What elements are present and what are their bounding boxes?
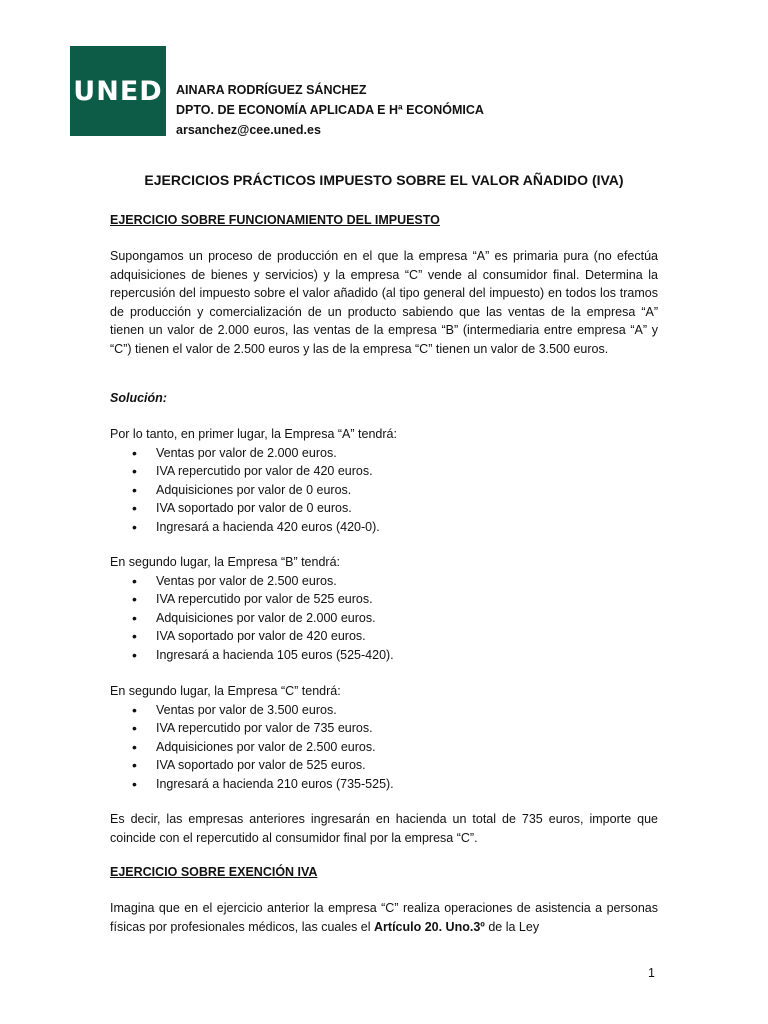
solution-label-block [110,389,658,408]
company-c-intro: En segundo lugar, la Empresa “C” tendrá: [110,684,341,698]
list-item: • IVA soportado por valor de 420 euros. [110,627,658,646]
company-c-list [110,701,658,794]
list-item: • IVA repercutido por valor de 420 euros. [110,462,658,481]
list-item: • IVA repercutido por valor de 735 euros. [110,719,658,738]
exercise2-statement-start: Imagina que en el ejercicio anterior la empresa “C” realiza operaciones de asistencia a personas físicas por profesionales médicos, las cuales el [110,901,658,934]
uned-logo [70,46,166,136]
list-item: • IVA repercutido por valor de 525 euros. [110,590,658,609]
company-a-list [110,444,658,537]
list-item: • Ventas por valor de 2.500 euros. [110,572,658,591]
list-item: • Adquisiciones por valor de 2.000 euros. [110,609,658,628]
list-item: • IVA soportado por valor de 0 euros. [110,499,658,518]
logo-text: UNED [73,75,163,107]
author-department: DPTO. DE ECONOMÍA APLICADA E Hª ECONÓMICA [176,103,484,117]
list-item: • Ingresará a hacienda 105 euros (525-420). [110,646,658,665]
list-item: • Ventas por valor de 3.500 euros. [110,701,658,720]
list-item: • IVA soportado por valor de 525 euros. [110,756,658,775]
exercise2-statement-end: de la Ley [484,919,540,934]
page-number: 1 [648,966,655,980]
exercise1-heading-block [110,211,658,230]
author-name: AINARA RODRÍGUEZ SÁNCHEZ [176,83,367,97]
exercise2-heading-block [110,863,658,882]
solution-label: Solución: [110,391,167,405]
exercise1-conclusion: Es decir, las empresas anteriores ingresarán en hacienda un total de 735 euros, importe que coincide con el repercutido al consumidor final por la empresa “C”. [110,812,658,845]
company-b-section [110,553,658,664]
exercise2-heading: EJERCICIO SOBRE EXENCIÓN IVA [110,865,318,879]
list-item: • Ingresará a hacienda 420 euros (420-0). [110,518,658,537]
list-item: • Adquisiciones por valor de 2.500 euros. [110,738,658,757]
list-item: • Ingresará a hacienda 210 euros (735-525). [110,775,658,794]
company-b-list [110,572,658,665]
list-item: • Adquisiciones por valor de 0 euros. [110,481,658,500]
company-b-intro: En segundo lugar, la Empresa “B” tendrá: [110,555,340,569]
exercise1-heading: EJERCICIO SOBRE FUNCIONAMIENTO DEL IMPUESTO [110,213,440,227]
author-email: arsanchez@cee.uned.es [176,123,321,137]
document-title: EJERCICIOS PRÁCTICOS IMPUESTO SOBRE EL VALOR AÑADIDO (IVA) [144,172,624,188]
exercise2-statement [110,899,658,936]
company-c-section [110,682,658,793]
company-a-intro: Por lo tanto, en primer lugar, la Empresa “A” tendrá: [110,427,397,441]
author-block [176,80,484,140]
list-item: • Ventas por valor de 2.000 euros. [110,444,658,463]
exercise1-statement: Supongamos un proceso de producción en el que la empresa “A” es primaria pura (no efectúa adquisiciones de bienes y servicios) y la empresa “C” vende al consumidor final. Determina la repercusión del impuesto sobre el valor añadido (al tipo general del impuesto) en todos los tramos de producción y comercialización de un producto sabiendo que las ventas de la empresa “A” tienen un valor de 2.000 euros, las ventas de la empresa “B” (intermediaria entre empresa “A” y “C”) tienen el valor de 2.500 euros y las de la empresa “C” tienen un valor de 3.500 euros. [110,249,658,356]
company-a-section [110,425,658,536]
article-reference: Artículo 20. Uno.3º [374,919,485,934]
